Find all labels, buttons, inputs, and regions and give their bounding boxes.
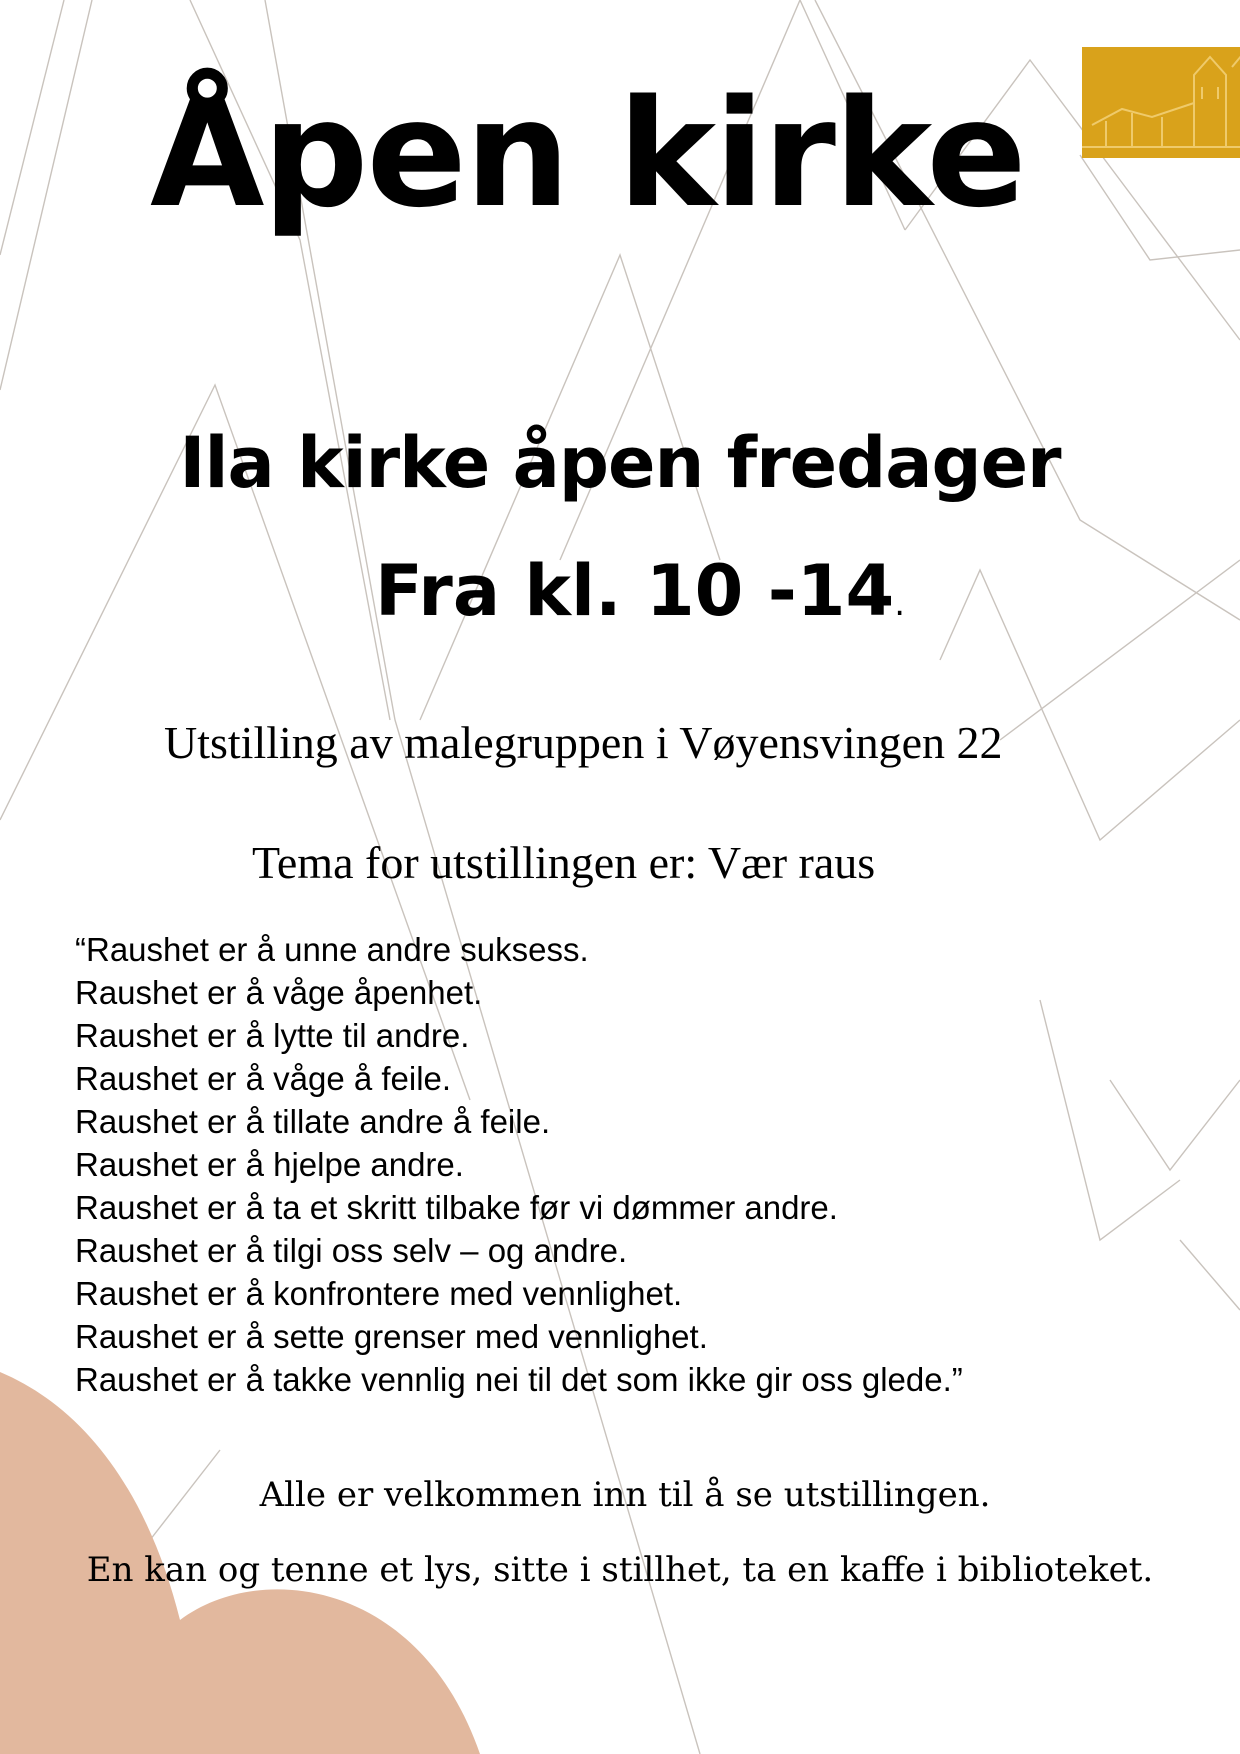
church-drawing-logo-icon [1082,47,1240,158]
welcome-line: Alle er velkommen inn til å se utstillingen. [259,1475,991,1515]
closing-line: En kan og tenne et lys, sitte i stillhet, ta en kaffe i biblioteket. [86,1550,1154,1590]
poster-title: Åpen kirke [150,68,1025,240]
quote-line: Raushet er å takke vennlig nei til det som ikke gir oss glede.” [75,1361,963,1398]
quote-line: Raushet er å ta et skritt tilbake før vi dømmer andre. [75,1189,838,1226]
quote-line: Raushet er å hjelpe andre. [75,1146,464,1183]
theme-line: Tema for utstillingen er: Vær raus [252,837,876,888]
church-logo [1082,47,1240,158]
quote-line: Raushet er å konfrontere med vennlighet. [75,1275,683,1312]
quote-line: Raushet er å lytte til andre. [75,1017,470,1054]
raushet-quote [75,928,963,1401]
quote-line: Raushet er å tilgi oss selv – og andre. [75,1232,628,1269]
quote-line: Raushet er å våge å feile. [75,1060,452,1097]
opening-hours-text: Fra kl. 10 -14 [374,550,895,632]
quote-line: Raushet er å sette grenser med vennlighet. [75,1318,708,1355]
quote-line: Raushet er å våge åpenhet. [75,974,483,1011]
opening-hours-period: . [894,584,906,624]
quote-line: “Raushet er å unne andre suksess. [75,931,589,968]
opening-hours [0,550,1240,632]
poster-subtitle: Ila kirke åpen fredager [179,422,1061,504]
quote-line: Raushet er å tillate andre å feile. [75,1103,551,1140]
exhibition-line: Utstilling av malegruppen i Vøyensvingen 22 [164,717,1003,768]
